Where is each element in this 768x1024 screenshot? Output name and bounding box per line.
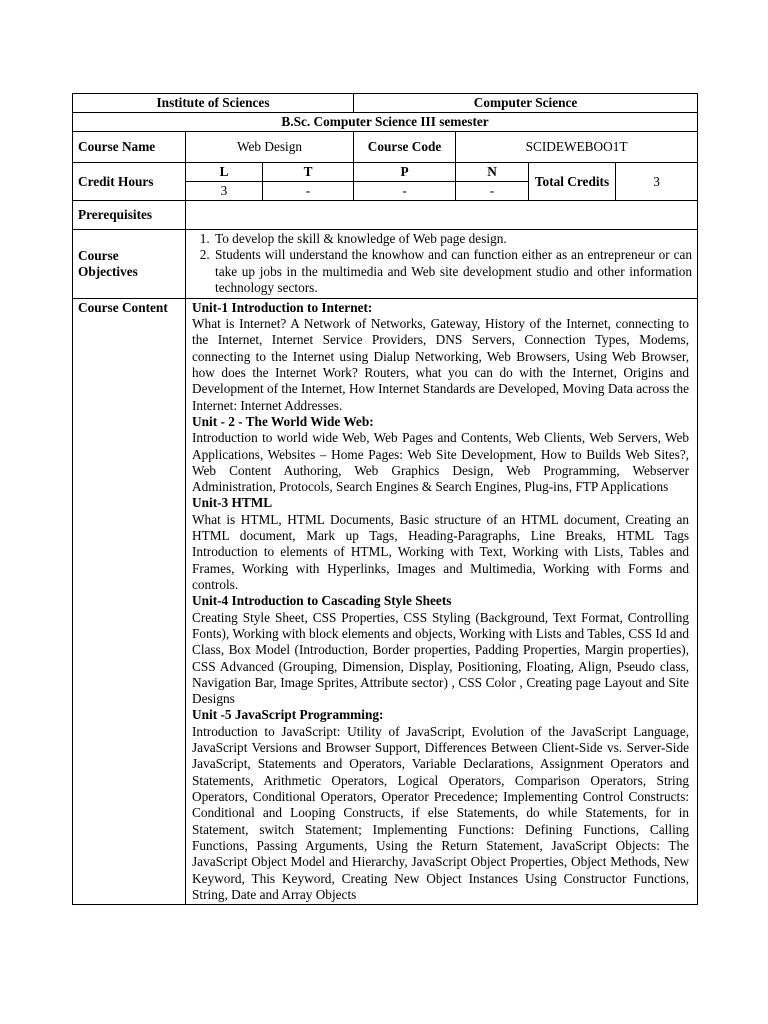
credit-hours-label: Credit Hours bbox=[73, 163, 186, 201]
total-credits-label: Total Credits bbox=[529, 163, 616, 201]
unit-title: Unit -5 JavaScript Programming: bbox=[192, 707, 384, 723]
objectives-row bbox=[73, 230, 698, 299]
objectives-list bbox=[191, 231, 692, 297]
department-name: Computer Science bbox=[354, 94, 698, 113]
content-label: Course Content bbox=[73, 298, 186, 905]
course-code-label: Course Code bbox=[354, 132, 456, 163]
credit-col-l: L bbox=[186, 163, 263, 182]
credit-hours-header-row bbox=[73, 163, 698, 182]
credit-col-t: T bbox=[263, 163, 354, 182]
header-row bbox=[73, 94, 698, 113]
objectives-label: Course Objectives bbox=[73, 230, 186, 299]
prerequisites-value bbox=[186, 201, 698, 230]
course-name-value: Web Design bbox=[186, 132, 354, 163]
total-credits-value: 3 bbox=[616, 163, 698, 201]
content-cell bbox=[186, 298, 698, 905]
unit-body: What is Internet? A Network of Networks, Gateway, History of the Internet, connecting to the Internet, Internet Service Providers, DNS Servers, Connection Types, Modems, connecting to the Internet using Dialup Networking, Web Browsers, Using Web Browser, how does the Internet Work? Routers, what you can do with the Internet, Origins and Development of the Internet, How Internet Standards are Developed, Moving Data across the Internet: Internet Addresses. bbox=[192, 316, 690, 413]
unit-title: Unit-3 HTML bbox=[192, 495, 273, 511]
syllabus-table bbox=[72, 93, 698, 905]
unit-title: Unit-4 Introduction to Cascading Style Sheets bbox=[192, 593, 452, 609]
program-row bbox=[73, 113, 698, 132]
objectives-list-cell bbox=[186, 230, 698, 299]
objective-item: 1. To develop the skill & knowledge of Web page design. bbox=[213, 231, 692, 247]
credit-val-t: - bbox=[263, 182, 354, 201]
content-row bbox=[73, 298, 698, 905]
unit-title: Unit - 2 - The World Wide Web: bbox=[192, 413, 374, 429]
course-name-row bbox=[73, 132, 698, 163]
credit-val-p: - bbox=[354, 182, 456, 201]
prerequisites-label: Prerequisites bbox=[73, 201, 186, 230]
unit-body: Introduction to JavaScript: Utility of JavaScript, Evolution of the JavaScript Language, JavaScript Versions and Browser Support, Differences Between Client-Side vs. Server-Side JavaScript, Statements and Operators, Variable Declarations, Assignment Operators and Statements, Arithmetic Operators, Logical Operators, Comparison Operators, String Operators, Conditional Operators, Operator Precedence; Implementing Control Constructs: Conditional and Looping Constructs, if else Statements, do while Statements, for in Statement, switch Statement; Implementing Functions: Defining Functions, Calling Functions, Passing Arguments, Using the Return Statement, JavaScript Objects: The JavaScript Object Model and Hierarchy, JavaScript Object Properties, Object Methods, New Keyword, This Keyword, Creating New Object Instances Using Constructor Functions, String, Date and Array Objects bbox=[192, 723, 690, 902]
objective-item: 2. Students will understand the knowhow and can function either as an entrepreneur or can take up jobs in the multimedia and Web site development studio and other information technology sectors. bbox=[213, 247, 692, 296]
course-code-value: SCIDEWEBOO1T bbox=[456, 132, 698, 163]
unit-body: What is HTML, HTML Documents, Basic structure of an HTML document, Creating an HTML document, Mark up Tags, Heading-Paragraphs, Line Breaks, HTML Tags Introduction to elements of HTML, Working with Text, Working with Lists, Tables and Frames, Working with Hyperlinks, Images and Multimedia, Working with Forms and controls. bbox=[192, 511, 690, 592]
credit-col-n: N bbox=[456, 163, 529, 182]
unit-body: Introduction to world wide Web, Web Pages and Contents, Web Clients, Web Servers, Web Applications, Websites – Home Pages: Web Site Development, How to Builds Web Sites?, Web Content Authoring, Web Graphics Design, Web Programming, Webserver Administration, Protocols, Search Engines & Search Engines, Plug-ins, FTP Applications bbox=[192, 430, 690, 495]
credit-val-n: - bbox=[456, 182, 529, 201]
unit-body: Creating Style Sheet, CSS Properties, CSS Styling (Background, Text Format, Controlling Fonts), Working with block elements and objects, Working with Lists and Tables, CSS Id and Class, Box Model (Introduction, Border properties, Padding Properties, Margin properties), CSS Advanced (Grouping, Dimension, Display, Positioning, Floating, Align, Pseudo class, Navigation Bar, Image Sprites, Attribute sector) , CSS Color , Creating page Layout and Site Designs bbox=[192, 609, 690, 707]
course-name-label: Course Name bbox=[73, 132, 186, 163]
credit-col-p: P bbox=[354, 163, 456, 182]
institute-name: Institute of Sciences bbox=[73, 94, 354, 113]
unit-title: Unit-1 Introduction to Internet: bbox=[192, 299, 373, 315]
credit-val-l: 3 bbox=[186, 182, 263, 201]
prerequisites-row bbox=[73, 201, 698, 230]
program-title: B.Sc. Computer Science III semester bbox=[73, 113, 698, 132]
